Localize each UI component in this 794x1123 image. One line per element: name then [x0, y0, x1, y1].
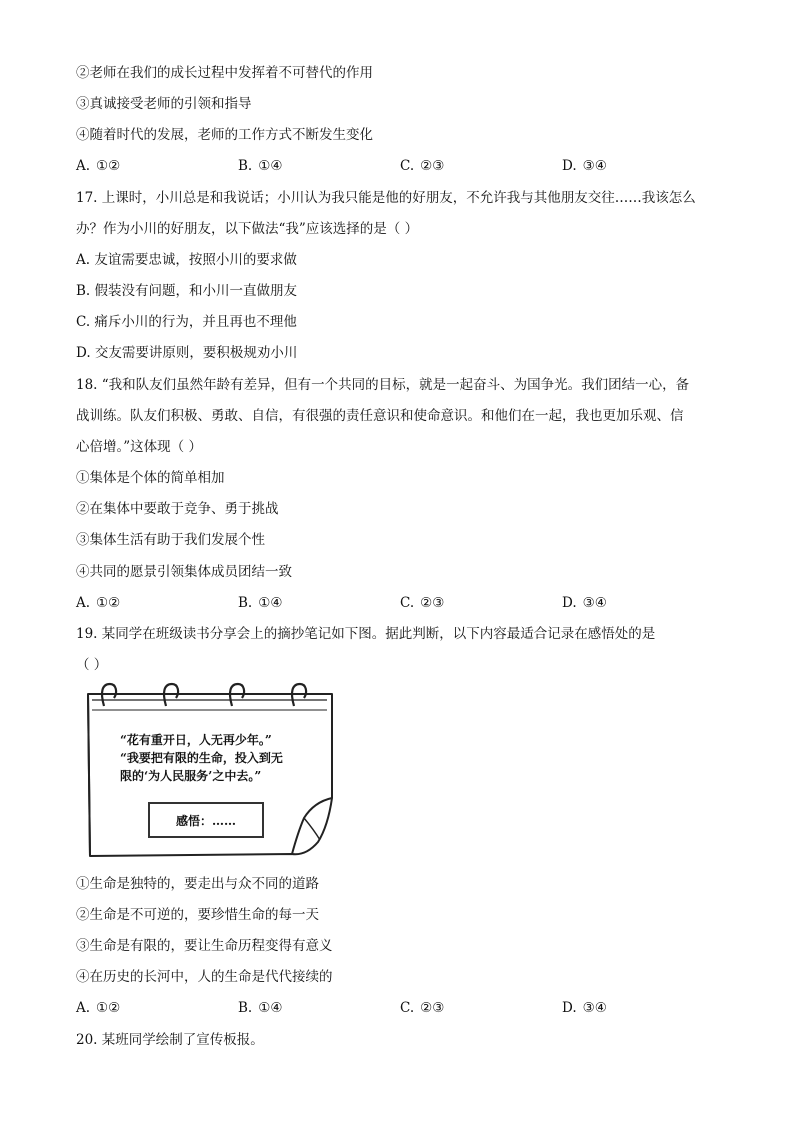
q17-choice-b[interactable]: B. 假装没有问题，和小川一直做朋友: [76, 283, 298, 299]
q18-stem-line-1: 18. “我和队友们虽然年龄有差异，但有一个共同的目标，就是一起奋斗、为国争光。我们团结一心，备: [76, 377, 690, 393]
insight-box: [148, 802, 264, 838]
q16-statement-4: ④随着时代的发展，老师的工作方式不断发生变化: [76, 127, 373, 143]
q19-statement-4: ④在历史的长河中，人的生命是代代接续的: [76, 969, 333, 985]
q18-options: [76, 594, 716, 612]
q19-stem-line-2: （ ）: [76, 657, 108, 673]
q18-statement-1: ①集体是个体的简单相加: [76, 470, 225, 486]
q17-choice-c[interactable]: C. 痛斥小川的行为，并且再也不理他: [76, 314, 297, 330]
q19-stem-line-1: 19. 某同学在班级读书分享会上的摘抄笔记如下图。据此判断，以下内容最适合记录在感悟处的是: [76, 626, 656, 642]
q18-option-d[interactable]: D. ③④: [562, 595, 607, 611]
q17-choice-d[interactable]: D. 交友需要讲原则，要积极规劝小川: [76, 345, 298, 361]
figure-quote-2: “我要把有限的生命，投入到无: [120, 751, 283, 765]
q16-statement-3: ③真诚接受老师的引领和指导: [76, 96, 252, 112]
q18-statement-2: ②在集体中要敢于竞争、勇于挑战: [76, 501, 279, 517]
q17-stem-line-2: 办？作为小川的好朋友，以下做法“我”应该选择的是（ ）: [76, 221, 419, 237]
q19-options: [76, 999, 716, 1017]
q18-statement-3: ③集体生活有助于我们发展个性: [76, 532, 265, 548]
q19-statement-1: ①生命是独特的，要走出与众不同的道路: [76, 876, 319, 892]
q18-option-b[interactable]: B. ①④: [238, 595, 283, 611]
q17-stem-line-1: 17. 上课时，小川总是和我说话；小川认为我只能是他的好朋友，不允许我与其他朋友交往……我该怎么: [76, 190, 696, 206]
figure-quote-3: 限的‘为人民服务’之中去。”: [120, 769, 262, 783]
q18-stem-line-2: 战训练。队友们积极、勇敢、自信，有很强的责任意识和使命意识。和他们在一起，我也更加乐观、信: [76, 408, 684, 424]
q16-statement-2: ②老师在我们的成长过程中发挥着不可替代的作用: [76, 65, 373, 81]
q16-option-d[interactable]: D. ③④: [562, 158, 607, 174]
q18-statement-4: ④共同的愿景引领集体成员团结一致: [76, 564, 292, 580]
figure-quote-1: “花有重开日，人无再少年。”: [120, 733, 272, 747]
q19-option-b[interactable]: B. ①④: [238, 1000, 283, 1016]
q16-option-b[interactable]: B. ①④: [238, 158, 283, 174]
q17-choice-a[interactable]: A. 友谊需要忠诚，按照小川的要求做: [76, 252, 297, 268]
notebook-figure: [82, 680, 342, 860]
insight-label: 感悟：……: [176, 814, 237, 828]
q18-option-c[interactable]: C. ②③: [400, 595, 445, 611]
q19-option-a[interactable]: A. ①②: [76, 1000, 121, 1016]
q16-option-c[interactable]: C. ②③: [400, 158, 445, 174]
q16-options: [76, 157, 716, 175]
q20-stem-line-1: 20. 某班同学绘制了宣传板报。: [76, 1032, 264, 1048]
q19-statement-2: ②生命是不可逆的，要珍惜生命的每一天: [76, 907, 319, 923]
q19-statement-3: ③生命是有限的，要让生命历程变得有意义: [76, 938, 333, 954]
q19-option-d[interactable]: D. ③④: [562, 1000, 607, 1016]
q16-option-a[interactable]: A. ①②: [76, 158, 121, 174]
q18-option-a[interactable]: A. ①②: [76, 595, 121, 611]
q18-stem-line-3: 心倍增。”这体现（ ）: [76, 439, 202, 455]
q19-option-c[interactable]: C. ②③: [400, 1000, 445, 1016]
